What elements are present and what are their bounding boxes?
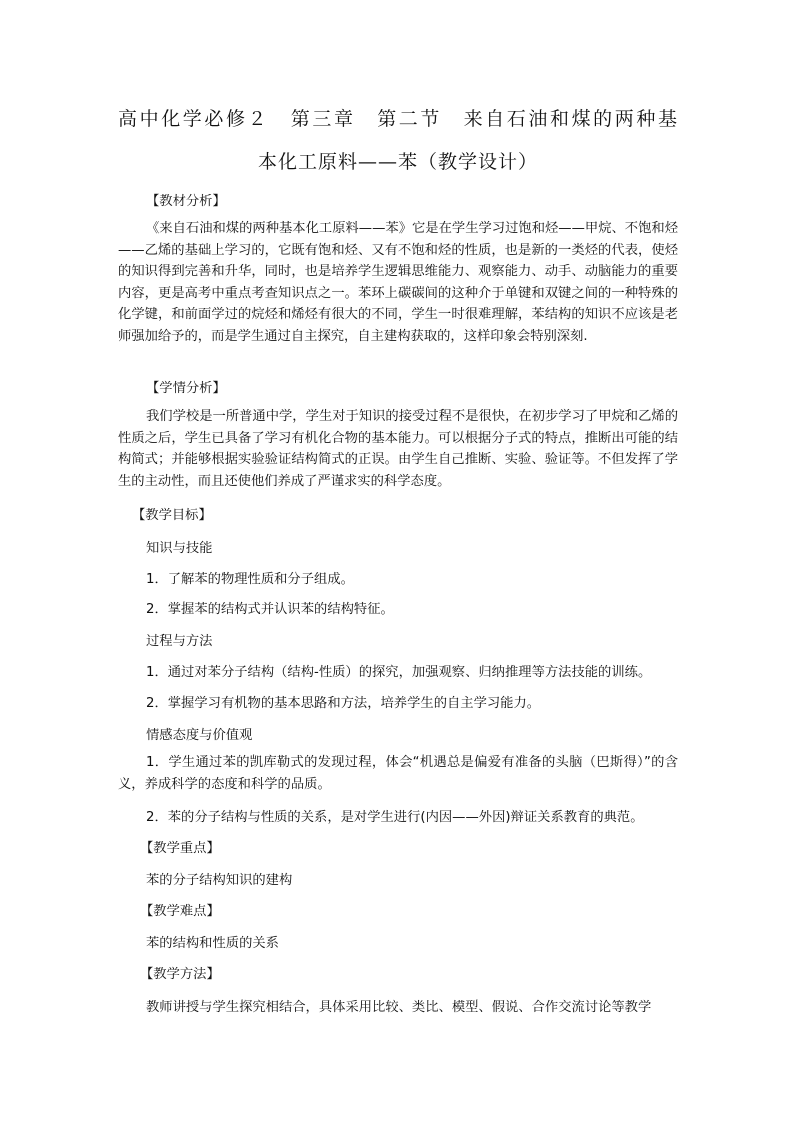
teaching-method-heading: 【教学方法】 — [140, 967, 220, 982]
document-title-line-1: 高中化学必修２ 第三章 第二节 来自石油和煤的两种基 — [118, 108, 678, 130]
knowledge-goal-1: 1．了解苯的物理性质和分子组成。 — [146, 572, 354, 587]
learner-analysis-heading: 【学情分析】 — [146, 381, 226, 396]
emotion-goal-1: 1．学生通过苯的凯库勒式的发现过程，体会“机遇总是偏爱有准备的头脑（巴斯得）”的含义，养成科学的态度和科学的品质。 — [118, 755, 678, 792]
teaching-method-text: 教师讲授与学生探究相结合，具体采用比较、类比、模型、假说、合作交流讨论等教学 — [146, 1000, 652, 1015]
teaching-goals-heading: 【教学目标】 — [132, 508, 212, 523]
emotion-goal-2: 2．苯的分子结构与性质的关系，是对学生进行(内因——外因)辩证关系教育的典范。 — [146, 810, 644, 825]
teaching-key-point-text: 苯的分子结构知识的建构 — [146, 873, 293, 888]
process-methods-label: 过程与方法 — [146, 634, 213, 649]
teaching-difficulty-text: 苯的结构和性质的关系 — [146, 936, 279, 951]
knowledge-skills-label: 知识与技能 — [146, 541, 213, 556]
learner-analysis-paragraph: 我们学校是一所普通中学，学生对于知识的接受过程不是很快，在初步学习了甲烷和乙烯的性质之后，学生已具备了学习有机化合物的基本能力。可以根据分子式的特点，推断出可能的结构简式；并能够根据实验验证结构简式的正误。由学生自己推断、实验、验证等。不但发挥了学生的主动性，而且还使他们养成了严谨求实的科学态度。 — [118, 409, 678, 489]
process-goal-1: 1．通过对苯分子结构（结构-性质）的探究，加强观察、归纳推理等方法技能的训练。 — [146, 665, 652, 680]
textbook-analysis-heading: 【教材分析】 — [146, 194, 226, 209]
knowledge-goal-2: 2．掌握苯的结构式并认识苯的结构特征。 — [146, 602, 394, 617]
textbook-analysis-paragraph: 《来自石油和煤的两种基本化工原料——苯》它是在学生学习过饱和烃——甲烷、不饱和烃——乙烯的基础上学习的，它既有饱和烃、又有不饱和烃的性质，也是新的一类烃的代表，使烃的知识得到完善和升华，同时，也是培养学生逻辑思维能力、观察能力、动手、动脑能力的重要内容，更是高考中重点考查知识点之一。苯环上碳碳间的这种介于单键和双键之间的一种特殊的化学键，和前面学过的烷烃和烯烃有很大的不同，学生一时很难理解，苯结构的知识不应该是老师强加给予的，而是学生通过自主探究，自主建构获取的，这样印象会特别深刻. — [118, 221, 678, 344]
emotion-values-label: 情感态度与价值观 — [146, 728, 253, 743]
process-goal-2: 2．掌握学习有机物的基本思路和方法，培养学生的自主学习能力。 — [146, 696, 541, 711]
document-title-line-2: 本化工原料——苯（教学设计） — [257, 151, 538, 173]
teaching-difficulty-heading: 【教学难点】 — [140, 904, 220, 919]
teaching-key-point-heading: 【教学重点】 — [140, 841, 220, 856]
